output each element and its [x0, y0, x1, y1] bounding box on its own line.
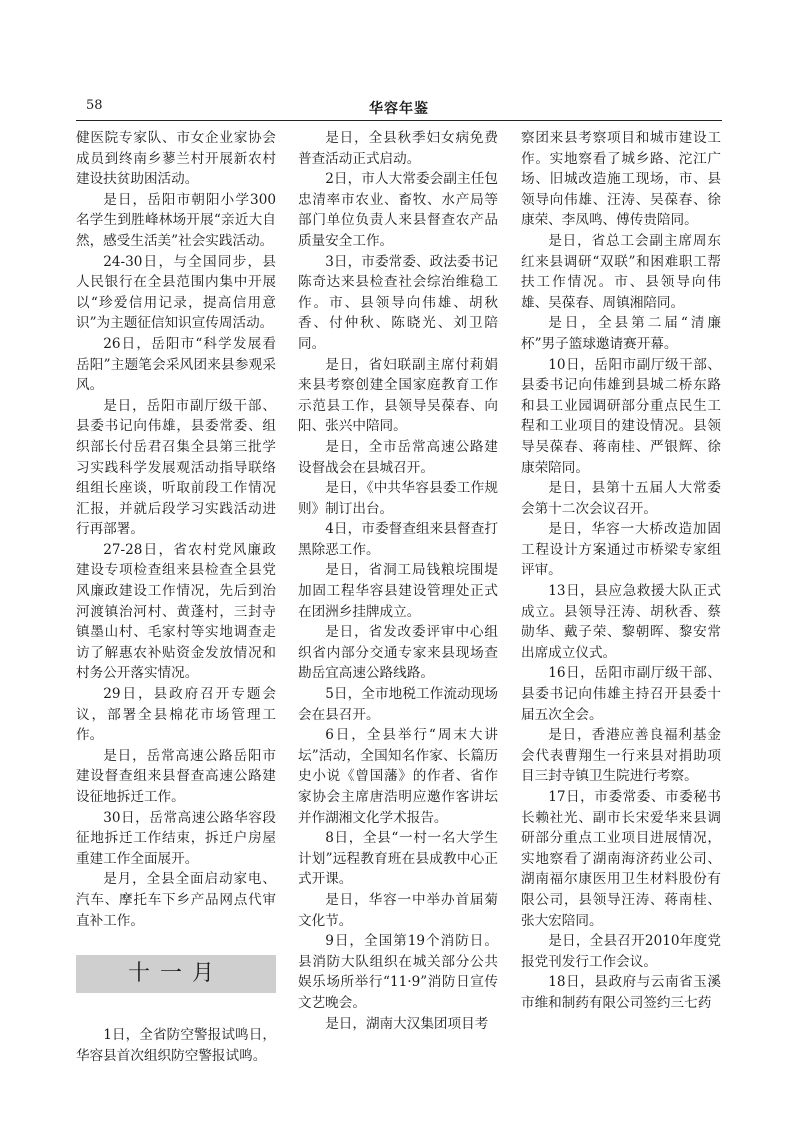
paragraph: 1日，全省防空警报试鸣日，华容县首次组织防空警报试鸣。	[76, 1027, 276, 1064]
month-heading: 十一月	[76, 955, 276, 993]
paragraph: 是日，省妇联副主席付莉娟来县考察创建全国家庭教育工作示范县工作，县领导吴葆春、向阳、张兴中陪同。	[298, 356, 498, 435]
paragraph: 是日，全县召开2010年度党报党刊发行工作会议。	[521, 933, 721, 970]
paragraph: 是日，全县秋季妇女病免费普查活动正式启动。	[298, 130, 498, 167]
paragraph: 16日，岳阳市副厅级干部、县委书记向伟雄主持召开县委十届五次全会。	[521, 665, 721, 723]
paragraph: 3日，市委常委、政法委书记陈奇达来县检查社会综治维稳工作。市、县领导向伟雄、胡秋香、付仲秋、陈晓光、刘卫陪同。	[298, 253, 498, 352]
paragraph: 是月，全县全面启动家电、汽车、摩托车下乡产品网点代审直补工作。	[76, 871, 276, 929]
paragraph: 健医院专家队、市女企业家协会成员到终南乡蓼兰村开展新农村建设扶贫助困活动。	[76, 130, 276, 188]
paragraph: 5日，全市地税工作流动现场会在县召开。	[298, 686, 498, 723]
paragraph: 是日，省发改委评审中心组织省内部分交通专家来县现场查勘岳宜高速公路线路。	[298, 624, 498, 682]
paragraph: 是日，华容一大桥改造加固工程设计方案通过市桥梁专家组评审。	[521, 521, 721, 579]
book-title: 华容年鉴	[369, 101, 429, 117]
paragraph: 是日，湖南大汉集团项目考	[325, 1015, 489, 1032]
paragraph: 2日，市人大常委会副主任包忠清率市农业、畜牧、水产局等部门单位负责人来县督查农产品质量安全工作。	[298, 171, 498, 249]
paragraph: 29日，县政府召开专题会议，部署全县棉花市场管理工作。	[76, 686, 276, 744]
header-rule	[76, 120, 722, 121]
paragraph: 是日，县第十五届人大常委会第十二次会议召开。	[521, 480, 721, 517]
paragraph: 6日，全县举行“周末大讲坛”活动，全国知名作家、长篇历史小说《曾国藩》的作者、省作家协会主席唐浩明应邀作客讲坛并作湖湘文化学术报告。	[298, 727, 498, 826]
paragraph: 是日，全县第二届“清廉杯”男子篮球邀请赛开幕。	[521, 315, 721, 352]
column-1	[76, 128, 276, 1066]
paragraph: 24-30日，与全国同步，县人民银行在全县范围内集中开展以“珍爱信用记录，提高信用意识”为主题征信知识宣传周活动。	[76, 253, 276, 332]
paragraph: 17日，市委常委、市委秘书长赖社光、副市长宋爱华来县调研部分重点工业项目进展情况，实地察看了湖南海济药业公司、湖南福尔康医用卫生材料股份有限公司，县领导汪涛、蒋南桂、张大宏陪同。	[521, 789, 721, 929]
paragraph: 是日，香港应善良福利基金会代表曹翔生一行来县对捐助项目三封寺镇卫生院进行考察。	[521, 727, 721, 785]
paragraph: 是日，省洞工局钱粮垸围堤加固工程华容县建设管理处正式在团洲乡挂牌成立。	[298, 562, 498, 620]
paragraph: 9日，全国第19个消防日。县消防大队组织在城关部分公共娱乐场所举行“11·9”消防日宣传文艺晚会。	[298, 933, 498, 1011]
paragraph: 察团来县考察项目和城市建设工作。实地察看了城乡路、沱江广场、旧城改造施工现场，市、县领导向伟雄、汪涛、吴葆春、徐康荣、李凤鸣、傅传贵陪同。	[521, 130, 721, 229]
paragraph: 是日，《中共华容县委工作规则》制订出台。	[298, 480, 498, 517]
paragraph: 是日，华容一中举办首届菊文化节。	[298, 891, 498, 929]
page-number: 58	[86, 98, 103, 113]
paragraph: 8日，全县“一村一名大学生计划”远程教育班在县成教中心正式开课。	[298, 830, 498, 888]
paragraph: 4日，市委督查组来县督查打黑除恶工作。	[298, 521, 498, 558]
paragraph: 是日，全市岳常高速公路建设督战会在县城召开。	[298, 438, 498, 476]
paragraph: 是日，岳阳市副厅级干部、县委书记向伟雄，县委常委、组织部长付岳君召集全县第三批学习实践科学发展观活动指导联络组组长座谈，听取前段工作情况汇报，并就后段学习实践活动进行再部署。	[76, 397, 276, 538]
paragraph: 是日，省总工会副主席周东红来县调研“双联”和困难职工帮扶工作情况。市、县领导向伟雄、吴葆春、周镇湘陪同。	[521, 232, 721, 311]
paragraph: 18日，县政府与云南省玉溪市维和制药有限公司签约三七药	[521, 974, 721, 1011]
column-3	[521, 128, 721, 1014]
paragraph: 是日，岳阳市朝阳小学300名学生到胜峰林场开展“亲近大自然，感受生活美”社会实践活动。	[76, 191, 276, 249]
paragraph: 26日，岳阳市“科学发展看岳阳”主题笔会采风团来县参观采风。	[76, 335, 276, 394]
column-2	[298, 128, 498, 1034]
paragraph: 13日，县应急救援大队正式成立。县领导汪涛、胡秋香、蔡勋华、戴子荣、黎朝晖、黎安常出席成立仪式。	[521, 583, 721, 661]
paragraph: 30日，岳常高速公路华容段征地拆迁工作结束，拆迁户房屋重建工作全面展开。	[76, 809, 276, 867]
paragraph: 10日，岳阳市副厅级干部、县委书记向伟雄到县城二桥东路和县工业园调研部分重点民生工程和工业项目的建设情况。县领导吴葆春、蒋南桂、严银辉、徐康荣陪同。	[521, 356, 721, 476]
paragraph: 是日，岳常高速公路岳阳市建设督查组来县督查高速公路建设征地拆迁工作。	[76, 747, 276, 805]
paragraph: 27-28日，省农村党风廉政建设专项检查组来县检查全县党风廉政建设工作情况，先后到治河渡镇治河村、黄蓬村，三封寺镇墨山村、毛家村等实地调查走访了解惠农补贴资金发放情况和村务公开落实情况。	[76, 541, 276, 682]
page-header	[76, 98, 722, 120]
